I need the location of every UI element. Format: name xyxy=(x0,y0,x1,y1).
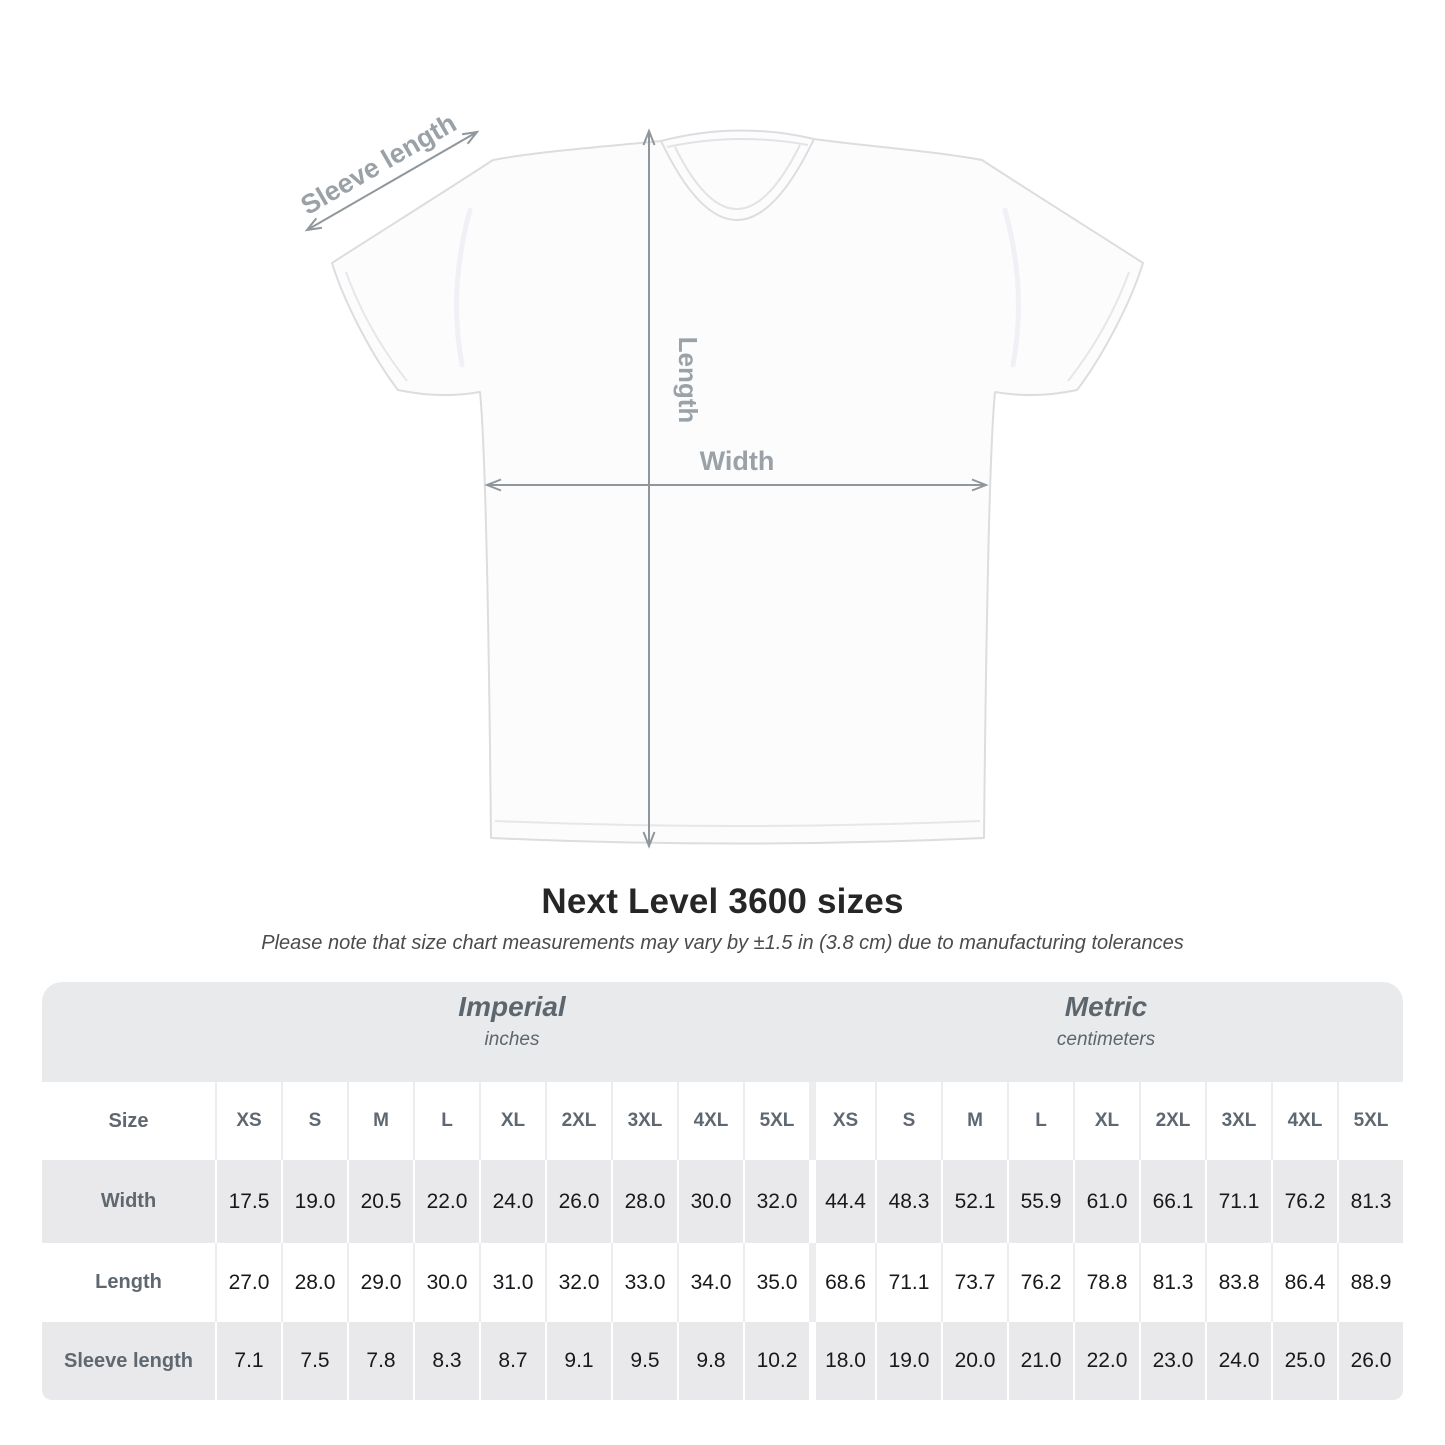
sleeve-metric-value: 26.0 xyxy=(1337,1322,1403,1400)
tshirt-outline xyxy=(332,130,1143,843)
units-header-band xyxy=(42,982,1403,1082)
size-col-header-imperial: M xyxy=(347,1082,413,1160)
width-imperial-value: 20.5 xyxy=(347,1160,413,1243)
length-metric-value: 73.7 xyxy=(941,1243,1007,1322)
length-imperial-value: 27.0 xyxy=(215,1243,281,1322)
width-metric-value: 66.1 xyxy=(1139,1160,1205,1243)
length-metric-value: 88.9 xyxy=(1337,1243,1403,1322)
units-band-spacer xyxy=(42,982,215,1082)
sleeve-metric-value: 19.0 xyxy=(875,1322,941,1400)
length-metric-value: 68.6 xyxy=(809,1243,875,1322)
imperial-group-title: Imperial xyxy=(458,991,566,1022)
size-chart-table xyxy=(42,982,1403,1400)
width-row xyxy=(42,1160,1403,1243)
length-metric-value: 86.4 xyxy=(1271,1243,1337,1322)
length-metric-value: 78.8 xyxy=(1073,1243,1139,1322)
size-col-header-metric: L xyxy=(1007,1082,1073,1160)
width-imperial-value: 19.0 xyxy=(281,1160,347,1243)
sleeve-imperial-value: 7.8 xyxy=(347,1322,413,1400)
sleeve-metric-value: 25.0 xyxy=(1271,1322,1337,1400)
tolerance-note: Please note that size chart measurements may vary by ±1.5 in (3.8 cm) due to manufacturing tolerances xyxy=(261,932,1184,954)
sleeve-imperial-value: 9.8 xyxy=(677,1322,743,1400)
length-imperial-value: 32.0 xyxy=(545,1243,611,1322)
size-col-header-metric: 5XL xyxy=(1337,1082,1403,1160)
length-imperial-value: 34.0 xyxy=(677,1243,743,1322)
length-metric-value: 71.1 xyxy=(875,1243,941,1322)
sleeve-metric-value: 18.0 xyxy=(809,1322,875,1400)
size-col-header-imperial: L xyxy=(413,1082,479,1160)
size-col-header-imperial: XL xyxy=(479,1082,545,1160)
size-col-header-metric: 2XL xyxy=(1139,1082,1205,1160)
row-label-sleeve-length: Sleeve length xyxy=(42,1322,215,1400)
sleeve-length-label: Sleeve length xyxy=(295,107,462,221)
size-col-header-metric: 4XL xyxy=(1271,1082,1337,1160)
row-label-length: Length xyxy=(42,1243,215,1322)
sleeve-metric-value: 20.0 xyxy=(941,1322,1007,1400)
sleeve-length-row xyxy=(42,1322,1403,1400)
size-col-header-imperial: XS xyxy=(215,1082,281,1160)
length-imperial-value: 35.0 xyxy=(743,1243,809,1322)
length-row xyxy=(42,1243,1403,1322)
width-metric-value: 76.2 xyxy=(1271,1160,1337,1243)
length-imperial-value: 31.0 xyxy=(479,1243,545,1322)
length-metric-value: 81.3 xyxy=(1139,1243,1205,1322)
sleeve-metric-value: 23.0 xyxy=(1139,1322,1205,1400)
width-imperial-value: 17.5 xyxy=(215,1160,281,1243)
width-metric-value: 61.0 xyxy=(1073,1160,1139,1243)
size-col-header-imperial: 5XL xyxy=(743,1082,809,1160)
width-imperial-value: 32.0 xyxy=(743,1160,809,1243)
metric-group-title: Metric xyxy=(1064,991,1148,1022)
sleeve-imperial-value: 10.2 xyxy=(743,1322,809,1400)
length-metric-value: 83.8 xyxy=(1205,1243,1271,1322)
row-label-size: Size xyxy=(42,1082,215,1160)
length-label: Length xyxy=(673,336,703,424)
size-col-header-metric: XS xyxy=(809,1082,875,1160)
width-metric-value: 48.3 xyxy=(875,1160,941,1243)
size-col-header-imperial: 3XL xyxy=(611,1082,677,1160)
sleeve-imperial-value: 8.3 xyxy=(413,1322,479,1400)
width-imperial-value: 30.0 xyxy=(677,1160,743,1243)
width-imperial-value: 24.0 xyxy=(479,1160,545,1243)
size-col-header-imperial: S xyxy=(281,1082,347,1160)
sleeve-imperial-value: 9.5 xyxy=(611,1322,677,1400)
length-imperial-value: 29.0 xyxy=(347,1243,413,1322)
imperial-group-unit: inches xyxy=(484,1029,540,1050)
size-col-header-metric: XL xyxy=(1073,1082,1139,1160)
length-imperial-value: 30.0 xyxy=(413,1243,479,1322)
sleeve-metric-value: 24.0 xyxy=(1205,1322,1271,1400)
width-metric-value: 55.9 xyxy=(1007,1160,1073,1243)
size-col-header-metric: M xyxy=(941,1082,1007,1160)
sleeve-imperial-value: 8.7 xyxy=(479,1322,545,1400)
page-title: Next Level 3600 sizes xyxy=(541,882,904,921)
sleeve-metric-value: 21.0 xyxy=(1007,1322,1073,1400)
length-imperial-value: 33.0 xyxy=(611,1243,677,1322)
sleeve-imperial-value: 7.5 xyxy=(281,1322,347,1400)
size-col-header-metric: 3XL xyxy=(1205,1082,1271,1160)
sleeve-metric-value: 22.0 xyxy=(1073,1322,1139,1400)
sleeve-imperial-value: 7.1 xyxy=(215,1322,281,1400)
width-imperial-value: 26.0 xyxy=(545,1160,611,1243)
length-imperial-value: 28.0 xyxy=(281,1243,347,1322)
width-metric-value: 44.4 xyxy=(809,1160,875,1243)
metric-group-unit: centimeters xyxy=(1056,1029,1156,1050)
width-imperial-value: 28.0 xyxy=(611,1160,677,1243)
width-metric-value: 52.1 xyxy=(941,1160,1007,1243)
size-col-header-imperial: 4XL xyxy=(677,1082,743,1160)
size-header-row xyxy=(42,1082,1403,1160)
size-col-header-imperial: 2XL xyxy=(545,1082,611,1160)
imperial-group-header xyxy=(215,982,809,1082)
row-label-width: Width xyxy=(42,1160,215,1243)
width-metric-value: 81.3 xyxy=(1337,1160,1403,1243)
width-imperial-value: 22.0 xyxy=(413,1160,479,1243)
size-col-header-metric: S xyxy=(875,1082,941,1160)
metric-group-header xyxy=(809,982,1403,1082)
width-label: Width xyxy=(699,446,775,476)
sleeve-imperial-value: 9.1 xyxy=(545,1322,611,1400)
width-metric-value: 71.1 xyxy=(1205,1160,1271,1243)
length-metric-value: 76.2 xyxy=(1007,1243,1073,1322)
